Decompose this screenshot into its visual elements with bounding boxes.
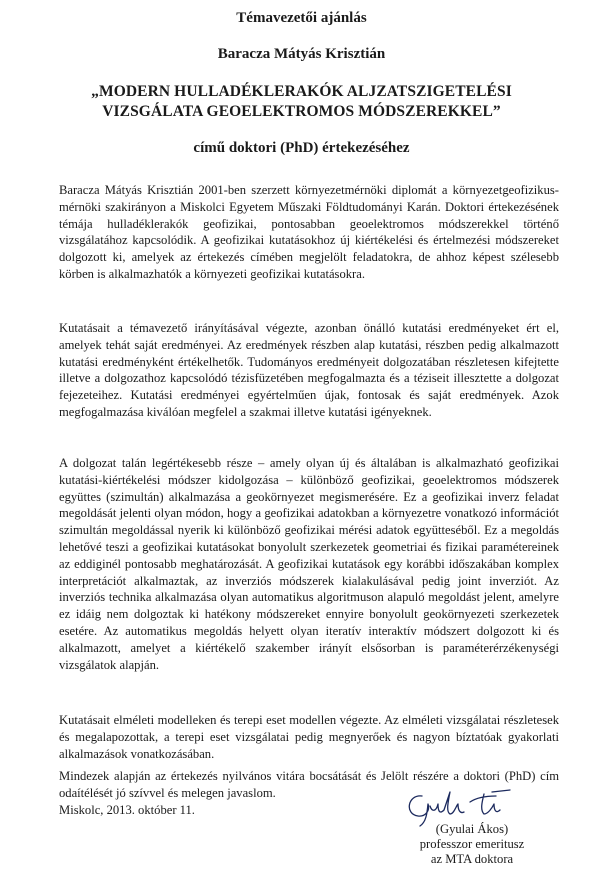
paragraph-method: A dolgozat talán legértékesebb része – amely olyan új és általában is alkalmazható geofizikai kutatási-kiértékelési módszer kidolgozása – különböző geofizikai, geoelektromos módszerek együttes (szimultán) alkalmazása a geokörnyezet megismerésére. Ez a geofizikai inverz feladat megoldását jelenti olyan módon, hogy a geofizikai adatokban a környezetre vonatkozó információt szimultán megoldással nyerik ki különböző geofizikai mérési adatok együtteséből. Ez a megoldás lehetővé teszi a geofizikai kutatásokat bonyolult szerkezetek geometriai és fizikai paramétereinek az eddiginél pontosabb meghatározását. A geofizikai kutatások egy korábbi időszakában komplex interpretációt alkalmaztak, az inverziós módszerek kialakulásával pedig joint inverziót. Az inverziós technika alkalmazása olyan automatikus algoritmuson alapuló megoldást jelent, amelyre ez idáig nem dolgoztak ki hatékony módszereket ennyire bonyolult geokörnyezeti szerkezetek esetére. Az automatikus megoldás helyett olyan iteratív interaktív módszert dolgozott ki és alkalmazott, amelyet a kiértékelő szakember irányít elsősorban is paraméterérzékenységi vizsgálatok alapján. <box>59 456 559 672</box>
paragraph-results: Kutatásait a témavezető irányításával végezte, azonban önálló kutatási eredményeket ért el, amelyek tehát saját eredményei. Az eredmények részben alap kutatási, részben pedig alkalmazott kutatási eredményként értékelhetők. Tudományos eredményeit dolgozatában részletesen kifejtette illetve a dolgozathoz kapcsolódó tézisfüzetében megfogalmazta és a téziseit illesztette a dolgozat fejezeteihez. Kutatási eredményei egyértelműen újak, fontosak és saját eredmények. Azok megfogalmazása kiválóan megfelel a szakmai illetve kutatási igényeknek. <box>59 321 559 419</box>
document-type-heading: Témavezetői ajánlás <box>236 10 367 26</box>
signer-title: professzor emeritusz <box>419 837 525 851</box>
thesis-title-line-1: „MODERN HULLADÉKLERAKÓK ALJZATSZIGETELÉSI <box>91 83 512 100</box>
candidate-name: Baracza Mátyás Krisztián <box>217 46 386 62</box>
thesis-title-line-2: VIZSGÁLATA GEOELEKTROMOS MÓDSZEREKKEL” <box>102 103 501 120</box>
place-date: Miskolc, 2013. október 11. <box>59 803 195 817</box>
signer-affiliation: az MTA doktora <box>430 852 514 866</box>
document-subtitle: című doktori (PhD) értekezéséhez <box>193 140 410 156</box>
paragraph-research: Kutatásait elméleti modelleken és terepi eset modellen végezte. Az elméleti vizsgálatai részletesek és megalapozottak, a terepi eset vizsgálatai pedig megnyerőek és nagyon bíztatóak gyakorlati alkalmazások vonatkozásában. <box>59 713 559 761</box>
thesis-title <box>0 82 603 122</box>
paragraph-background: Baracza Mátyás Krisztián 2001-ben szerzett környezetmérnöki diplomát a környezetgeofizikus-mérnöki szakirányon a Miskolci Egyetem Műszaki Földtudományi Karán. Doktori értekezésének témája hulladéklerakók geofizikai, pontosabban geoelektromos módszerekkel történő vizsgálatához kapcsolódik. A geofizikai kutatásokhoz új kiértékelési és értelmezési módszereket dolgozott ki, amelyek az értekezés címében megjelölt feladatokra, de ahhoz képest szélesebb körben is alkalmazhatók a környezeti geofizikai kutatásokra. <box>59 183 559 281</box>
paragraph-recommendation: Mindezek alapján az értekezés nyilvános vitára bocsátását és Jelölt részére a doktori (PhD) cím odaítélését jó szívvel és melegen javaslom. <box>59 769 559 800</box>
signer-name: (Gyulai Ákos) <box>435 822 509 836</box>
